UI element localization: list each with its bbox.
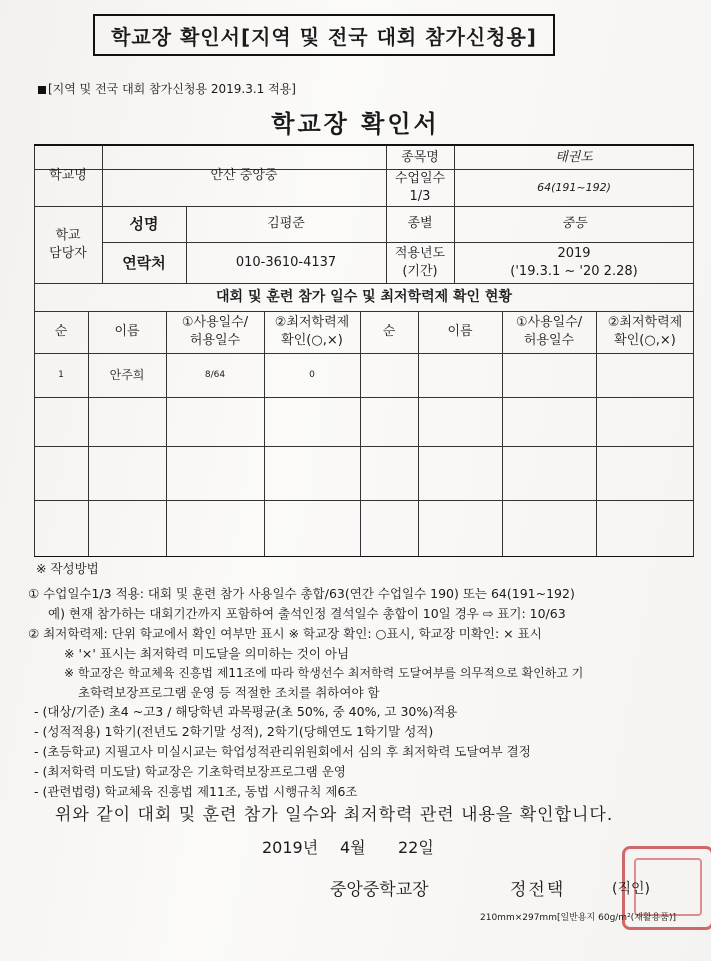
school-head-title: 중앙중학교장 [330,880,429,900]
col-header-min-right [596,311,694,353]
confirmation-table [34,144,694,557]
col-header-days-line2: 허용일수 [189,333,241,348]
date-day: 22일 [398,838,434,857]
row-line [34,397,694,398]
confirmation-statement: 위와 같이 대회 및 훈련 참가 일수와 최저학력 관련 내용을 확인합니다. [55,805,614,825]
name-label: 성명 [129,215,159,233]
note-line-4: ※ '×' 표시는 최저학력 미도달을 의미하는 것이 아님 [64,646,350,661]
year-value-line1: 2019 [557,245,591,261]
col-header-min-right-line1: ②최저학력제 [607,315,683,330]
col-header-days-right-line2: 허용일수 [523,333,575,348]
year-value-line2: ('19.3.1 ~ '20 2.28) [510,263,638,279]
school-label: 학교명 [49,168,87,183]
note-line-8: - (성적적용) 1학기(전년도 2학기말 성적), 2학기(당해연도 1학기말 성적) [34,724,434,739]
note-line-2: 예) 현재 참가하는 대회기간까지 포함하여 출석인정 결석일수 총합이 10일 경우 ⇨ 표기: 10/63 [48,606,566,621]
form-title: 학교장 확인서 [271,110,440,138]
status-title: 대회 및 훈련 참가 일수 및 최저학력제 확인 현황 [216,289,512,305]
days-label-line1: 수업일수 [394,170,446,186]
year-label-line2: (기간) [402,263,438,279]
col-header-min-right-line2: 확인(○,×) [614,333,676,348]
year-value [454,242,694,283]
col-header-days [166,311,264,353]
note-line-6: 초학력보장프로그램 운영 등 적절한 조치를 취하여야 함 [78,685,380,700]
date-year: 2019년 [262,838,319,857]
row-1-days: 8/64 [204,370,226,380]
days-value: 64(191~192) [537,180,611,194]
year-label [386,242,454,283]
school-value: 안산 중앙중 [210,168,278,183]
note-line-9: - (초등학교) 지필고사 미실시교는 학업성적관리위원회에서 심의 후 최저학력 도달여부 결정 [34,744,531,759]
manager-label-line2: 담당자 [49,245,87,261]
note-line-10: - (최저학력 미도달) 학교장은 기초학력보장프로그램 운영 [34,764,346,779]
applies-note-text: [지역 및 전국 대회 참가신청용 2019.3.1 적용] [48,82,296,96]
col-header-min-line1: ②최저학력제 [274,315,350,330]
school-head-name: 정전택 [510,880,566,900]
square-bullet-icon [38,86,46,94]
col-header-min-line2: 확인(○,×) [281,333,343,348]
col-header-name-right: 이름 [447,324,473,339]
date-month: 4월 [340,838,366,857]
col-header-no-right: 순 [382,324,396,339]
days-label [386,169,454,206]
col-header-days-line1: ①사용일수/ [181,315,249,330]
col-header-min [264,311,360,353]
col-header-days-right-line1: ①사용일수/ [515,315,583,330]
note-line-1: ① 수업일수1/3 적용: 대회 및 훈련 참가 사용일수 총합/63(연간 수업일수 190) 또는 64(191~192) [28,586,575,601]
col-header-no: 순 [54,324,68,339]
manager-label [34,206,102,283]
manager-label-line1: 학교 [55,227,81,243]
category-label: 종별 [407,216,433,231]
contact-value: 010-3610-4137 [235,254,337,270]
sport-label: 종목명 [401,149,439,165]
paper-spec: 210mm×297mm[일반용지 60g/m²(재활용품)] [480,913,676,923]
category-value: 중등 [561,216,587,231]
note-line-3: ② 최저학력제: 단위 학교에서 확인 여부만 표시 ※ 학교장 확인: ○표시, 학교장 미확인: × 표시 [28,626,542,641]
applies-note [38,80,296,97]
notes-heading: ※ 작성방법 [36,561,99,576]
col-header-name: 이름 [114,324,140,339]
name-value: 김평준 [267,216,305,231]
days-label-line2: 1/3 [409,188,431,204]
row-line [34,500,694,501]
note-line-5: ※ 학교장은 학교체육 진흥법 제11조에 따라 학생선수 최저학력 도달여부를 의무적으로 확인하고 기 [64,666,584,680]
year-label-line1: 적용년도 [394,245,446,261]
note-line-7: - (대상/기준) 초4 ~고3 / 해당학년 과목평균(초 50%, 중 40%, 고 30%)적용 [34,704,458,719]
row-1-no: 1 [58,370,64,380]
col-header-days-right [502,311,596,353]
header-title-box: 학교장 확인서[지역 및 전국 대회 참가신청용] [93,14,555,56]
note-line-11: - (관련법령) 학교체육 진흥법 제11조, 동법 시행규칙 제6조 [34,784,358,799]
seal-label: (직인) [612,881,650,897]
contact-label: 연락처 [122,253,166,272]
sport-value: 태권도 [555,149,593,165]
row-line [34,446,694,447]
row-1-min: 0 [309,370,315,380]
row-1-name: 안주희 [109,368,145,382]
